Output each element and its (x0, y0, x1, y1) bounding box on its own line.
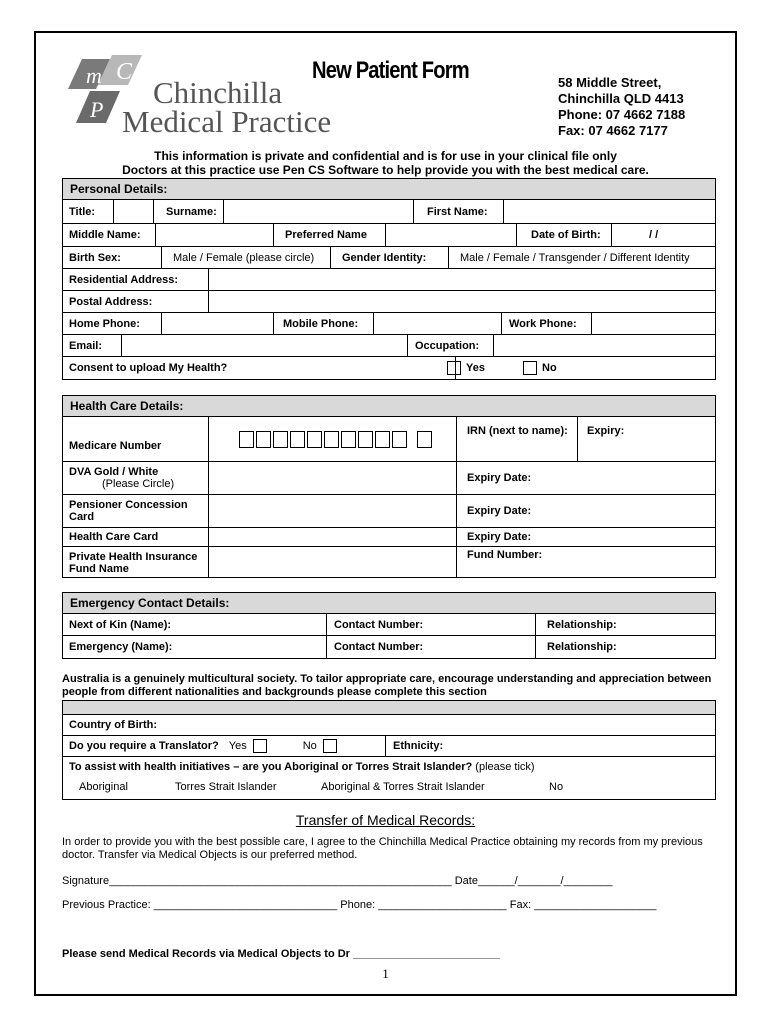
translator-yes-checkbox[interactable] (253, 739, 267, 753)
pensioner-expiry-label: Expiry Date: (467, 505, 532, 517)
country-label: Country of Birth: (69, 719, 157, 731)
residential-address-label: Residential Address: (69, 273, 179, 286)
residential-row (63, 269, 715, 291)
send-records-line[interactable]: Please send Medical Records via Medical Objects to Dr ________________________ (62, 948, 500, 960)
phi-field[interactable] (208, 547, 456, 577)
previous-practice-line[interactable]: Previous Practice: ______________________________ Phone: _____________________ Fax: ____________________ (62, 899, 657, 911)
next-of-kin-row (63, 614, 715, 636)
gender-identity-label: Gender Identity: (342, 251, 427, 264)
translator-no-checkbox[interactable] (323, 739, 337, 753)
dob-label: Date of Birth: (531, 229, 601, 241)
svg-text:m: m (86, 63, 102, 88)
phone-text: Phone: 07 4662 7188 (558, 107, 686, 122)
address-line2: Chinchilla QLD 4413 (558, 91, 684, 106)
dob-field[interactable]: / / (649, 229, 659, 241)
consent-yes-label: Yes (466, 362, 485, 374)
multicultural-intro: Australia is a genuinely multicultural society. To tailor appropriate care, encourage understanding and appreciation between people from different nationalities and backgrounds please complete this section (62, 673, 712, 698)
atsi-question: To assist with health initiatives – are you Aboriginal or Torres Strait Islander? (69, 761, 473, 773)
home-phone-field[interactable] (161, 313, 273, 334)
consent-no-checkbox[interactable] (523, 361, 537, 375)
consent-no[interactable] (517, 357, 557, 379)
multicultural-table (62, 700, 716, 800)
occupation-label: Occupation: (415, 339, 480, 352)
practice-name-line1: Chinchilla (153, 75, 283, 110)
consent-label: Consent to upload My Health? (69, 362, 228, 374)
atsi-option-both[interactable]: Aboriginal & Torres Strait Islander (321, 781, 485, 793)
personal-details-heading: Personal Details: (63, 179, 715, 200)
name-row (63, 200, 715, 224)
title-label: Title: (69, 205, 96, 218)
translator-label: Do you require a Translator? (69, 740, 219, 752)
middle-name-field[interactable] (155, 224, 273, 246)
country-row (63, 715, 715, 736)
nok-relationship-label: Relationship: (547, 618, 617, 631)
consent-row (63, 357, 715, 379)
translator-row (63, 736, 715, 757)
occupation-field[interactable] (493, 335, 715, 356)
address-line1: 58 Middle Street, (558, 75, 662, 90)
mobile-phone-field[interactable] (373, 313, 501, 334)
pensioner-label: Pensioner Concession Card (69, 499, 188, 523)
atsi-hint: (please tick) (475, 761, 535, 773)
preferred-name-field[interactable] (385, 224, 516, 246)
nok-contact-label: Contact Number: (334, 618, 424, 631)
svg-text:C: C (116, 59, 133, 85)
form-page (34, 31, 737, 996)
hcc-field[interactable] (208, 528, 456, 546)
consent-no-label: No (542, 362, 557, 374)
dva-sub-label: (Please Circle) (102, 478, 175, 490)
dva-field[interactable] (208, 462, 456, 494)
phone-row (63, 313, 715, 335)
page-number: 1 (382, 966, 389, 981)
practice-name-line2: Medical Practice (122, 104, 332, 139)
postal-row (63, 291, 715, 313)
gender-identity-options[interactable]: Male / Female / Transgender / Different Identity (460, 251, 690, 264)
privacy-notice (36, 149, 735, 177)
atsi-option-no[interactable]: No (549, 781, 564, 793)
translator-group (63, 736, 337, 756)
atsi-row (63, 757, 715, 799)
dva-row (63, 462, 715, 495)
pensioner-row (63, 495, 715, 528)
birth-sex-options[interactable]: Male / Female (please circle) (173, 251, 315, 264)
work-phone-field[interactable] (591, 313, 715, 334)
translator-no-label: No (302, 740, 317, 752)
hcc-expiry-label: Expiry Date: (467, 531, 532, 543)
middle-name-label: Middle Name: (69, 229, 141, 241)
title-field[interactable] (113, 200, 153, 223)
email-label: Email: (69, 339, 103, 352)
form-title: New Patient Form (312, 57, 469, 84)
medicare-label: Medicare Number (69, 440, 162, 452)
home-phone-label: Home Phone: (69, 317, 140, 330)
first-name-field[interactable] (503, 200, 715, 223)
consent-yes-checkbox[interactable] (447, 361, 461, 375)
multicultural-heading-bar (63, 701, 715, 715)
medicare-row (63, 417, 715, 462)
privacy-notice-line2: Doctors at this practice use Pen CS Software to help provide you with the best medical care. (122, 163, 649, 177)
svg-text:P: P (90, 97, 104, 122)
birth-sex-label: Birth Sex: (69, 251, 121, 264)
atsi-option-aboriginal[interactable]: Aboriginal (79, 781, 128, 793)
emergency-row (63, 636, 715, 658)
atsi-question-group (69, 761, 535, 773)
email-row (63, 335, 715, 357)
personal-details-table (62, 178, 716, 380)
dva-label: DVA Gold / White (69, 466, 159, 478)
dva-label-group (63, 462, 174, 494)
irn-label: IRN (next to name): (467, 425, 568, 437)
emergency-contact-table (62, 592, 716, 659)
health-care-heading: Health Care Details: (63, 396, 715, 417)
ethnicity-label: Ethnicity: (393, 740, 444, 752)
hcc-label: Health Care Card (69, 531, 159, 543)
transfer-body: In order to provide you with the best possible care, I agree to the Chinchilla Medical Practice obtaining my records from my previous doctor. Transfer via Medical Objects is our preferred method. (62, 836, 703, 861)
surname-label: Surname: (166, 205, 217, 218)
postal-address-field[interactable] (208, 291, 715, 312)
phi-row (63, 547, 715, 577)
translator-yes-label: Yes (228, 740, 247, 752)
medicare-number-boxes[interactable] (233, 417, 434, 461)
fund-number-label: Fund Number: (467, 549, 543, 561)
health-care-table (62, 395, 716, 578)
consent-yes[interactable] (441, 357, 485, 379)
phi-label: Private Health Insurance Fund Name (69, 551, 198, 575)
middle-name-row (63, 224, 715, 247)
preferred-name-label: Preferred Name (285, 229, 367, 241)
email-field[interactable] (121, 335, 407, 356)
sex-gender-row (63, 247, 715, 269)
pensioner-field[interactable] (208, 495, 456, 527)
nok-label: Next of Kin (Name): (69, 618, 172, 631)
transfer-heading: Transfer of Medical Records: (295, 812, 476, 828)
atsi-option-tsi[interactable]: Torres Strait Islander (175, 781, 277, 793)
emergency-relationship-label: Relationship: (547, 641, 617, 653)
fax-text: Fax: 07 4662 7177 (558, 123, 668, 138)
emergency-contact-label: Contact Number: (334, 641, 424, 653)
work-phone-label: Work Phone: (509, 317, 577, 330)
emergency-name-label: Emergency (Name): (69, 641, 173, 653)
privacy-notice-line1: This information is private and confidential and is for use in your clinical file only (154, 149, 617, 163)
surname-field[interactable] (223, 200, 413, 223)
signature-date-line[interactable]: Signature________________________________________________________ Date______/_______/________ (62, 875, 613, 887)
hcc-row (63, 528, 715, 547)
first-name-label: First Name: (427, 205, 488, 218)
practice-address (558, 75, 685, 139)
postal-address-label: Postal Address: (69, 295, 153, 308)
emergency-contact-heading: Emergency Contact Details: (63, 593, 715, 614)
residential-address-field[interactable] (208, 269, 715, 290)
medicare-expiry-label: Expiry: (587, 425, 625, 437)
mobile-phone-label: Mobile Phone: (283, 317, 359, 330)
dva-expiry-label: Expiry Date: (467, 472, 532, 484)
